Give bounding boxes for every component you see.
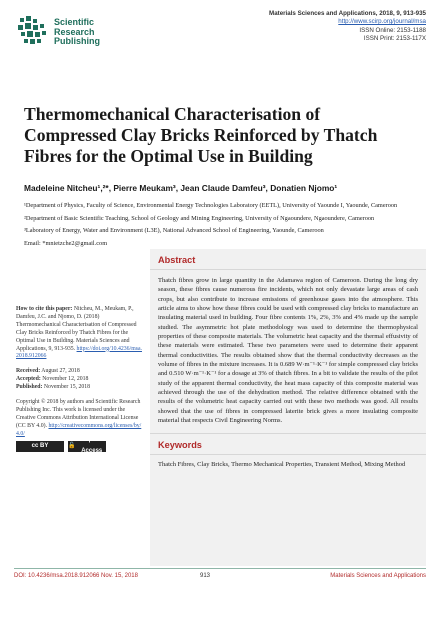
abstract-heading: Abstract <box>150 249 426 270</box>
issn-print: ISSN Print: 2153-117X <box>363 35 426 43</box>
logo-line-1: Scientific <box>54 17 95 27</box>
published-date: November 15, 2018 <box>43 384 91 391</box>
keywords-heading: Keywords <box>150 433 426 455</box>
cc-by-badge[interactable]: cc BY <box>16 441 64 452</box>
published-label: Published: <box>16 384 43 391</box>
page-header <box>14 10 426 68</box>
logo-line-2: Research <box>54 26 95 37</box>
license-badges <box>16 437 144 455</box>
cite-label: How to cite this paper: <box>16 306 73 312</box>
affiliations <box>24 202 414 252</box>
citation-block <box>16 306 144 361</box>
footer-doi: DOI: 10.4236/msa.2018.912066 Nov. 15, 2018 <box>14 573 138 579</box>
abstract-text: Thatch fibres grow in large quantity in the Adamawa region of Cameroon. During the long dry season, these fibres cause numerous fire incidents, which not only devastate large areas of cash crops, but also contribute to increase emissions of greenhouse gases into the atmosphere. This article aims to show how these fibres could be used with compressed clay bricks to manufacture an insulating material used in building. Four fibre contents 1%, 2%, 3% and 4% made up the sample studied. The asymmetric hot plate methodology was used to determine the thermophysical properties of these composite materials. The volumetric heat capacity and the thermal effusivity of these materials were estimated. These two parameters were used to determine their apparent thermal conductivities. The results obtained show that the thermal conductivity decreases as the volume of fibres in the mixture increases. It is 0.689 W·m⁻¹·K⁻¹ for simple compressed clay bricks and 0.510 W·m⁻¹·K⁻¹ for a dosage at 3% of thatch fibres. In a bit to validate the results of the pilot study of the apparent thermal conductivity, the heat mass capacity of this composite material was achieved through the use of the dehydration method. The relative difference obtained with the results of the volumetric heat capacity carried out with these two methods was good. All results showed that the use of fibres in compressed laterite brick gives a more insulating composite material that respects Civil Engineering Norms. <box>158 277 418 425</box>
publisher-logo-text <box>54 18 100 47</box>
open-lock-icon: 🔓 <box>68 442 76 449</box>
journal-info <box>269 10 426 44</box>
affiliation-1: ¹Department of Physics, Faculty of Science, Environmental Energy Technologies Laboratory (EETL), University of Yaounde I, Yaounde, Cameroon <box>24 202 398 209</box>
license-link[interactable]: http://creativecommons.org/licenses/by/4.0/ <box>16 422 142 437</box>
open-access-label: Open Access <box>81 437 103 455</box>
publisher-logo <box>14 10 134 68</box>
corresponding-email: Email: *mnietzche2@gmail.com <box>24 239 108 247</box>
page-footer <box>14 568 426 582</box>
journal-citation-line: Materials Sciences and Applications, 2018, 9, 913-935 <box>269 10 426 17</box>
open-access-badge[interactable] <box>68 437 106 455</box>
cite-text: Nitcheu, M., Meukam, P., Damfeu, J.C. and Njomo, D. (2018) Thermomechanical Characterisation of Compressed Clay Bricks Reinforced by Thatch Fibres for the Optimal Use in Building. Materials Sciences and Applications, 9, 913-935. <box>16 306 137 352</box>
affiliation-2: ²Department of Basic Scientific Teaching, School of Geology and Mining Engineering, University of Ngaoundere, Ngaoundere, Cameroon <box>24 214 375 222</box>
copyright-text: Copyright © 2018 by authors and Scientific Research Publishing Inc. This work is licensed under the Creative Commons Attribution International License (CC BY 4.0). <box>16 399 141 429</box>
footer-page-number: 913 <box>200 573 211 579</box>
paper-title: Thermomechanical Characterisation of Compressed Clay Bricks Reinforced by Thatch Fibres for the Optimal Use in Building <box>24 104 378 166</box>
journal-url-link[interactable]: http://www.scirp.org/journal/msa <box>338 18 426 26</box>
author-list: Madeleine Nitcheu¹,²*, Pierre Meukam³, Jean Claude Damfeu³, Donatien Njomo¹ <box>24 183 338 193</box>
abstract-box <box>150 249 426 566</box>
affiliation-3: ³Laboratory of Energy, Water and Environment (L3E), National Advanced School of Engineering, Yaounde, Cameroon <box>24 227 324 235</box>
abstract-section <box>150 249 426 566</box>
accepted-label: Accepted: <box>16 376 41 383</box>
cite-doi-link[interactable]: https://doi.org/10.4236/msa.2018.912066 <box>16 345 142 360</box>
footer-journal-name: Materials Sciences and Applications <box>330 573 426 579</box>
accepted-date: November 12, 2018 <box>42 376 89 383</box>
copyright-block <box>16 399 144 455</box>
issn-online: ISSN Online: 2153-1188 <box>359 26 426 34</box>
received-label: Received: <box>16 368 41 375</box>
article-sidebar <box>16 306 144 459</box>
publisher-logo-icon <box>18 16 48 46</box>
received-date: August 27, 2018 <box>41 368 80 375</box>
dates-block <box>16 368 144 392</box>
keywords-text: Thatch Fibres, Clay Bricks, Thermo Mechanical Properties, Transient Method, Mixing Method <box>158 460 406 468</box>
logo-line-3: Publishing <box>54 36 100 46</box>
